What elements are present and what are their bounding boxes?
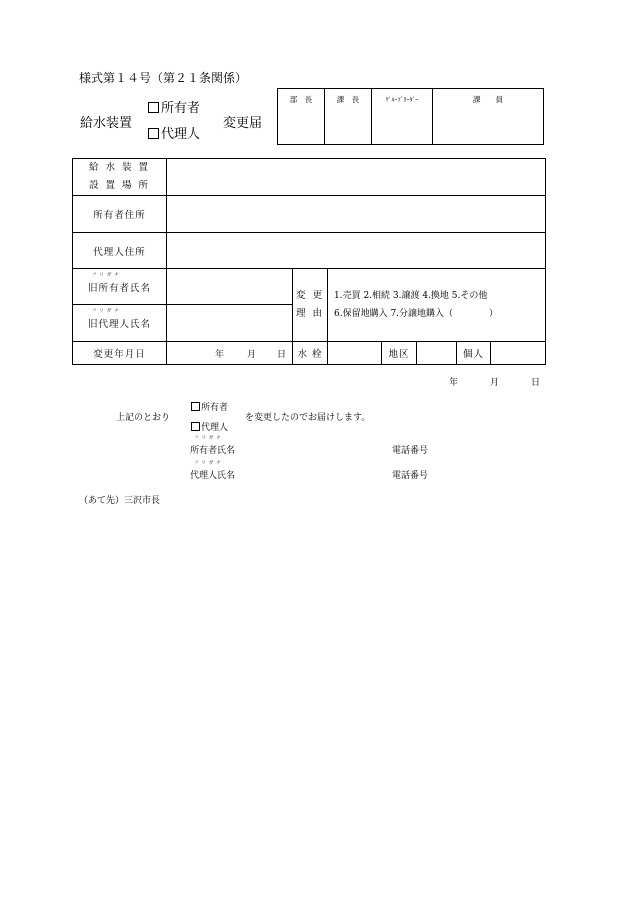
approval-stamp-box <box>277 88 544 145</box>
change-reason-label: 変 更 理 由 <box>293 269 328 342</box>
checkbox-icon <box>148 128 159 139</box>
changed-text: を変更したのでお届けします。 <box>245 413 371 423</box>
old-owner-name-label: フリガナ 旧所有者氏名 <box>73 269 167 305</box>
declaration-agent-checkbox[interactable]: 代理人 <box>191 420 228 433</box>
device-label: 給水装置 <box>80 116 133 131</box>
approval-cell-director[interactable]: 部 長 <box>278 89 325 144</box>
old-agent-name-field[interactable] <box>167 305 293 342</box>
agent-address-label: 代理人住所 <box>73 233 167 269</box>
approval-cell-section-chief[interactable]: 課 長 <box>325 89 372 144</box>
owner-name-label: フリガナ 所有者氏名 <box>190 436 236 456</box>
owner-option-label: 所有者 <box>161 101 201 116</box>
change-reason-options[interactable]: 1.売買 2.相続 3.譲渡 4.換地 5.その他 6.保留地購入 7.分譲地購入（ ） <box>328 269 546 342</box>
change-date-field[interactable]: 年 月 日 <box>167 342 293 365</box>
owner-phone-label: 電話番号 <box>392 446 429 456</box>
as-above-text: 上記のとおり <box>116 413 171 423</box>
checkbox-icon <box>191 402 200 411</box>
owner-checkbox[interactable] <box>148 97 200 116</box>
submission-date[interactable]: 年 月 日 <box>449 378 541 388</box>
notice-title: 変更届 <box>223 116 263 131</box>
old-agent-ruby: フリガナ <box>91 309 122 314</box>
approval-cell-staff[interactable]: 課 員 <box>473 95 503 104</box>
owner-address-field[interactable] <box>167 196 546 233</box>
agent-option-label: 代理人 <box>161 127 201 142</box>
agent-phone-label: 電話番号 <box>392 471 429 481</box>
main-form-table <box>72 158 546 365</box>
old-agent-name-label: フリガナ 旧代理人氏名 <box>73 305 167 342</box>
checkbox-icon <box>148 102 159 113</box>
form-number: 様式第１４号（第２１条関係） <box>79 71 248 85</box>
install-location-label: 給 水 装 置 設 置 場 所 <box>73 159 167 196</box>
owner-name-ruby: フリガナ <box>194 436 224 441</box>
old-owner-ruby: フリガナ <box>91 272 122 278</box>
agent-address-field[interactable] <box>167 233 546 269</box>
agent-name-ruby: フリガナ <box>194 461 224 466</box>
checkbox-icon <box>191 422 200 431</box>
tap-label: 水 栓 <box>293 342 328 365</box>
change-date-label: 変更年月日 <box>73 342 167 365</box>
declaration-owner-checkbox[interactable]: 所有者 <box>191 400 228 413</box>
agent-checkbox[interactable] <box>148 123 200 142</box>
old-owner-name-field[interactable] <box>167 269 293 305</box>
individual-field[interactable] <box>491 342 546 365</box>
approval-cell-group-leader[interactable]: ｸﾞﾙｰﾌﾟﾘｰﾀﾞｰ <box>372 89 433 144</box>
tap-number-field[interactable] <box>328 342 382 365</box>
install-location-field[interactable] <box>167 159 546 196</box>
owner-address-label: 所有者住所 <box>73 196 167 233</box>
individual-label: 個人 <box>457 342 491 365</box>
addressee: （あて先）三沢市長 <box>79 496 161 506</box>
district-label: 地区 <box>382 342 417 365</box>
agent-name-label: フリガナ 代理人氏名 <box>190 461 236 481</box>
district-field[interactable] <box>417 342 457 365</box>
